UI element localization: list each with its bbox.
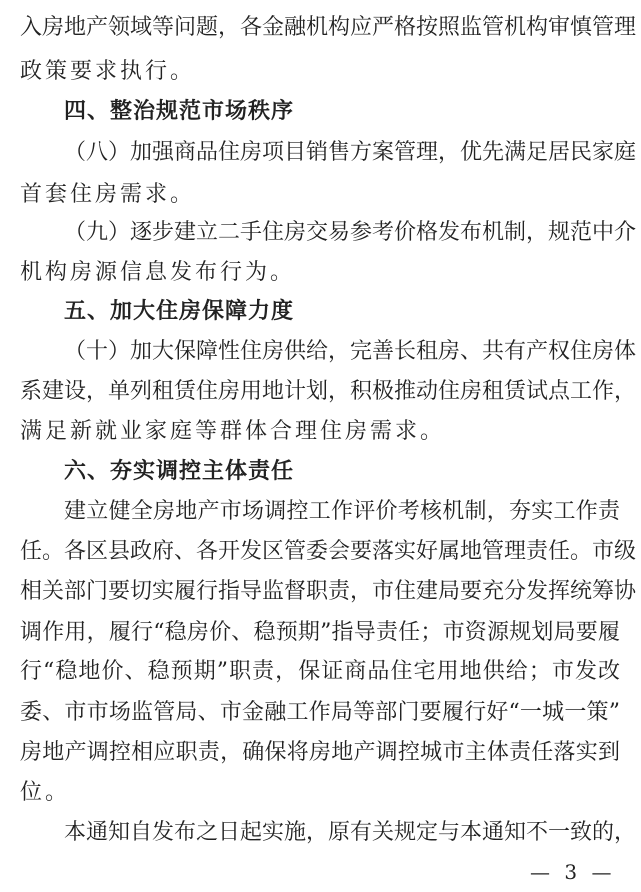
body-text-line: 委、市市场监管局、市金融工作局等部门要履行好“一城一策”: [20, 700, 620, 725]
body-text-line: （九）逐步建立二手住房交易参考价格发布机制，规范中介: [64, 220, 637, 245]
section-heading-5: 五、加大住房保障力度: [64, 299, 295, 324]
body-text-line: 建立健全房地产市场调控工作评价考核机制，夯实工作责: [64, 499, 620, 524]
body-text-line: 本通知自发布之日起实施，原有关规定与本通知不一致的，: [64, 820, 637, 845]
page-number: — 3 —: [530, 860, 616, 884]
body-text-line: 房地产调控相应职责，确保将房地产调控城市主体责任落实到: [20, 740, 620, 765]
section-heading-6: 六、夯实调控主体责任: [64, 459, 295, 484]
body-text-line: 行“稳地价、稳预期”职责，保证商品住宅用地供给；市发改: [20, 659, 620, 684]
body-text-line: （八）加强商品住房项目销售方案管理，优先满足居民家庭: [64, 140, 637, 165]
body-text-line: 满足新就业家庭等群体合理住房需求。: [20, 419, 446, 444]
body-text-line: 入房地产领域等问题，各金融机构应严格按照监管机构审慎管理: [20, 15, 637, 40]
body-text-line: 调作用，履行“稳房价、稳预期”指导责任；市资源规划局要履: [20, 620, 620, 645]
body-text-line: 位。: [20, 780, 71, 805]
section-heading-4: 四、整治规范市场秩序: [64, 99, 295, 124]
body-text-line: （十）加大保障性住房供给，完善长租房、共有产权住房体: [64, 339, 637, 364]
body-text-line: 机构房源信息发布行为。: [20, 260, 296, 285]
body-text-line: 首套住房需求。: [20, 182, 196, 207]
body-text-line: 任。各区县政府、各开发区管委会要落实好属地管理责任。市级: [20, 539, 637, 564]
body-text-line: 政策要求执行。: [20, 59, 196, 84]
body-text-line: 系建设，单列租赁住房用地计划，积极推动住房租赁试点工作，: [20, 379, 637, 404]
body-text-line: 相关部门要切实履行指导监督职责，市住建局要充分发挥统筹协: [20, 579, 637, 604]
